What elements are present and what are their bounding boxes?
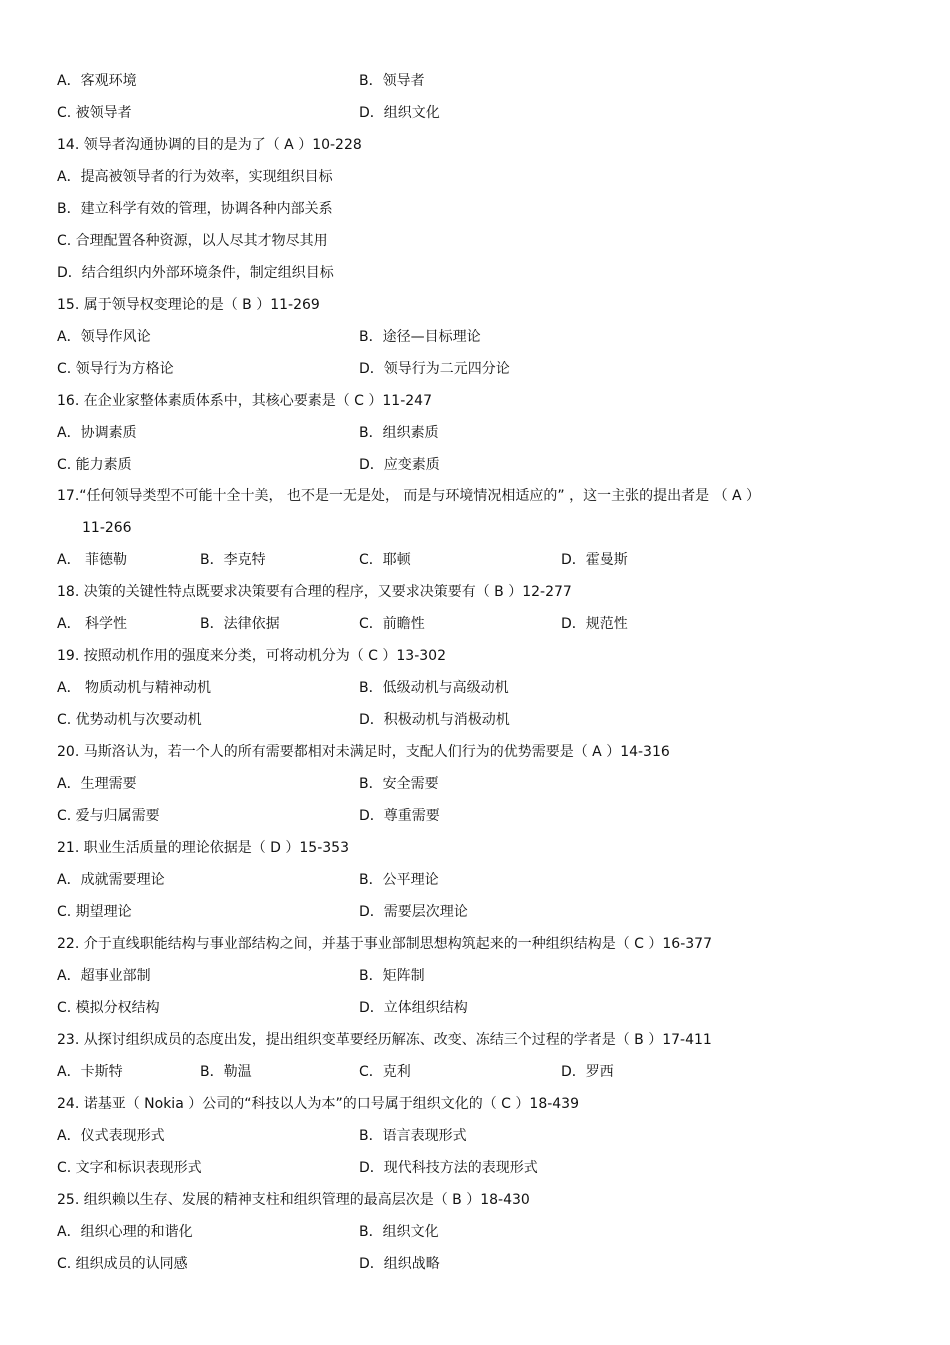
option-left: A．领导作风论 [57,328,151,345]
question-line [0,741,950,763]
option-right: B．组织文化 [359,1223,439,1240]
option-right: D．组织战略 [359,1255,440,1272]
option-row [0,326,950,348]
option-a: B．建立科学有效的管理，协调各种内部关系 [57,200,333,217]
option-a: A．提高被领导者的行为效率，实现组织目标 [57,168,333,185]
option-b: B．李克特 [200,552,266,569]
question-line [0,485,950,507]
option-left: C. 组织成员的认同感 [57,1255,188,1272]
option-right: B．安全需要 [359,776,439,793]
question-text: 21. 职业生活质量的理论依据是（ D ）15-353 [57,840,349,857]
option-left: C. 文字和标识表现形式 [57,1159,202,1176]
question-line [0,1029,950,1051]
option-a: A．卡斯特 [57,1063,123,1080]
option-left: A．仪式表现形式 [57,1127,165,1144]
option-a: C. 合理配置各种资源，以人尽其才物尽其用 [57,232,328,249]
option-d: D．罗西 [561,1063,614,1080]
option-right: D．现代科技方法的表现形式 [359,1159,538,1176]
option-row [0,773,950,795]
question-text: 14. 领导者沟通协调的目的是为了（ A ）10-228 [57,136,362,153]
option-left: A． 物质动机与精神动机 [57,680,212,697]
question-text: 18. 决策的关键性特点既要求决策要有合理的程序，又要求决策要有（ B ）12-277 [57,584,572,601]
option-a: D．结合组织内外部环境条件，制定组织目标 [57,264,334,281]
question-line [0,645,950,667]
option-right: B．组织素质 [359,424,439,441]
option-right: B．矩阵制 [359,967,425,984]
option-left: A．超事业部制 [57,967,151,984]
option-right: D．组织文化 [359,104,440,121]
option-left: A．成就需要理论 [57,872,165,888]
option-left: C. 能力素质 [57,456,132,473]
option-left: C. 领导行为方格论 [57,360,174,377]
option-left: A．协调素质 [57,424,137,441]
option-d: D．霍曼斯 [561,552,628,569]
option-row [0,454,950,476]
option-left: A．生理需要 [57,776,137,793]
question-line [0,294,950,316]
option-row [0,422,950,444]
option-left: C. 期望理论 [57,903,132,920]
option-left: C. 爱与归属需要 [57,808,160,825]
question-text: 23. 从探讨组织成员的态度出发，提出组织变革要经历解冻、改变、冻结三个过程的学者是（ B ）17-411 [57,1031,712,1048]
option-right: B．公平理论 [359,872,439,888]
option-right: B．低级动机与高级动机 [359,680,509,697]
option-row [0,1125,950,1147]
question-line [0,581,950,603]
option-right: D．应变素质 [359,456,440,473]
option-b: B．法律依据 [200,616,280,633]
option-right: D．积极动机与消极动机 [359,712,510,729]
option-right: D．立体组织结构 [359,999,468,1016]
option-row [0,102,950,124]
question-text: 22. 介于直线职能结构与事业部结构之间，并基于事业部制思想构筑起来的一种组织结构是（ C ）16-377 [57,935,712,952]
option-row [0,358,950,380]
question-text: 24. 诺基亚（ Nokia ）公司的“科技以人为本”的口号属于组织文化的（ C ）18-439 [57,1095,579,1112]
question-line [0,390,950,412]
option-right: B．领导者 [359,73,425,89]
option-row [0,1157,950,1179]
question-text: 19. 按照动机作用的强度来分类，可将动机分为（ C ）13-302 [57,648,446,665]
option-row [0,805,950,827]
option-row [0,1221,950,1243]
option-left: C. 模拟分权结构 [57,999,160,1016]
option-left: A．组织心理的和谐化 [57,1223,193,1240]
question-text: 17.“任何领导类型不可能十全十美， 也不是一无是处， 而是与环境情况相适应的” ，这一主张的提出者是 （ A ） [57,488,761,505]
option-row [0,549,950,571]
option-row [0,230,950,252]
option-c: C．耶顿 [359,552,411,569]
option-right: D．尊重需要 [359,808,440,825]
question-line [0,1093,950,1115]
option-row [0,1061,950,1083]
question-text: 11-266 [82,520,132,537]
option-right: B．语言表现形式 [359,1127,467,1144]
option-c: C．克利 [359,1063,411,1080]
question-text: 16. 在企业家整体素质体系中，其核心要素是（ C ）11-247 [57,392,432,409]
option-row [0,1253,950,1275]
option-row [0,166,950,188]
option-left: C. 被领导者 [57,104,132,121]
question-text: 15. 属于领导权变理论的是（ B ）11-269 [57,296,320,313]
option-right: D．领导行为二元四分论 [359,360,510,377]
option-row [0,997,950,1019]
question-line [0,933,950,955]
option-row [0,70,950,92]
option-row [0,709,950,731]
option-left: A．客观环境 [57,73,137,89]
option-a: A． 科学性 [57,616,128,633]
option-right: D．需要层次理论 [359,903,468,920]
option-row [0,613,950,635]
question-line [0,1189,950,1211]
option-b: B．勒温 [200,1063,252,1080]
option-left: C. 优势动机与次要动机 [57,712,202,729]
question-text: 25. 组织赖以生存、发展的精神支柱和组织管理的最高层次是（ B ）18-430 [57,1191,530,1208]
option-row [0,262,950,284]
question-continuation [0,517,950,539]
question-line [0,134,950,156]
option-right: B．途径—目标理论 [359,328,481,345]
option-a: A． 菲德勒 [57,552,128,569]
option-row [0,901,950,923]
option-d: D．规范性 [561,616,628,633]
option-c: C．前瞻性 [359,616,425,633]
question-line [0,837,950,859]
option-row [0,677,950,699]
option-row [0,198,950,220]
question-text: 20. 马斯洛认为，若一个人的所有需要都相对未满足时，支配人们行为的优势需要是（ A ）14-316 [57,744,670,761]
option-row [0,869,950,891]
option-row [0,965,950,987]
